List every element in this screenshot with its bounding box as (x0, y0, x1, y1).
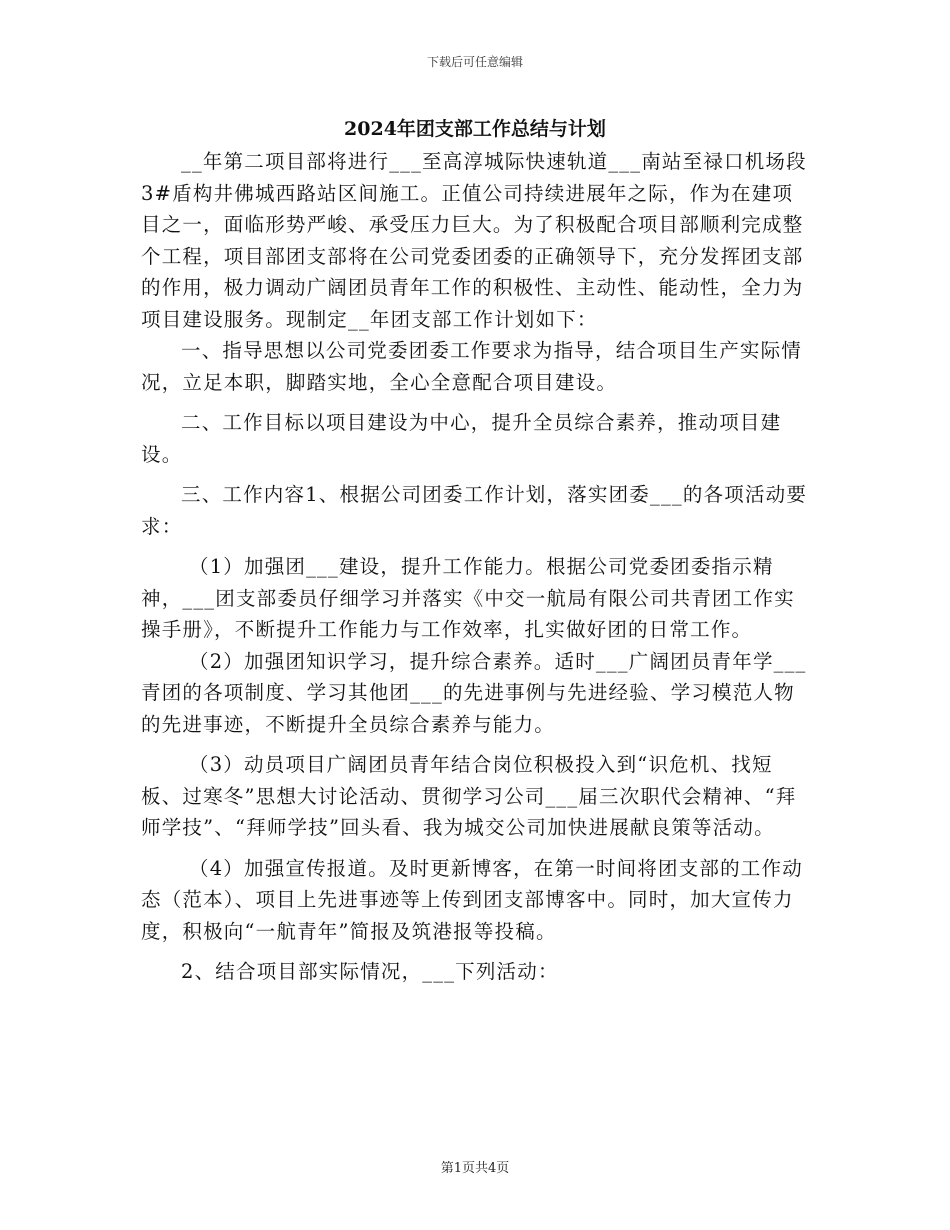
page-number: 第1页共4页 (440, 1161, 510, 1176)
guiding-ideology-paragraph: 一、指导思想以公司党委团委工作要求为指导，结合项目生产实际情况，立足本职，脚踏实地，全心全意配合项目建设。 (141, 339, 803, 394)
activities-paragraph: 2、结合项目部实际情况，___下列活动： (181, 960, 559, 983)
item-1-paragraph: （1）加强团___建设，提升工作能力。根据公司党委团委指示精神，___团支部委员仔细学习并落实《中交一航局有限公司共青团工作实操手册》，不断提升工作能力与工作效率，扎实做好团的日常工作。 (141, 555, 795, 641)
work-content-paragraph: 三、工作内容1、根据公司团委工作计划，落实团委___的各项活动要求： (141, 483, 808, 538)
document-title: 2024年团支部工作总结与计划 (344, 118, 606, 140)
work-goal-paragraph: 二、工作目标以项目建设为中心，提升全员综合素养，推动项目建设。 (141, 411, 782, 466)
item-4-paragraph: （4）加强宣传报道。及时更新博客，在第一时间将团支部的工作动态（范本）、项目上先进事迹等上传到团支部博客中。同时，加大宣传力度，积极向“一航青年”简报及筑港报等投稿。 (141, 856, 803, 943)
intro-paragraph: __年第二项目部将进行___至高淳城际快速轨道___南站至禄口机场段3#盾构井佛城西路站区间施工。正值公司持续进展年之际，作为在建项目之一，面临形势严峻、承受压力巨大。为了积极配合项目部顺利完成整个工程，项目部团支部将在公司党委团委的正确领导下，充分发挥团支部的作用，极力调动广阔团员青年工作的积极性、主动性、能动性，全力为项目建设服务。现制定__年团支部工作计划如下： (141, 150, 807, 331)
page-header: 下载后可任意编辑 (426, 55, 523, 69)
document-body (141, 146, 811, 988)
item-3-paragraph: （3）动员项目广阔团员青年结合岗位积极投入到“识危机、找短板、过寒冬”思想大讨论活动、贯彻学习公司___届三次职代会精神、“拜师学技”、“拜师学技”回头看、我为城交公司加快进展献良策等活动。 (141, 753, 797, 839)
item-2-paragraph: （2）加强团知识学习，提升综合素养。适时___广阔团员青年学___青团的各项制度、学习其他团___的先进事例与先进经验、学习模范人物的先进事迹，不断提升全员综合素养与能力。 (141, 649, 807, 736)
